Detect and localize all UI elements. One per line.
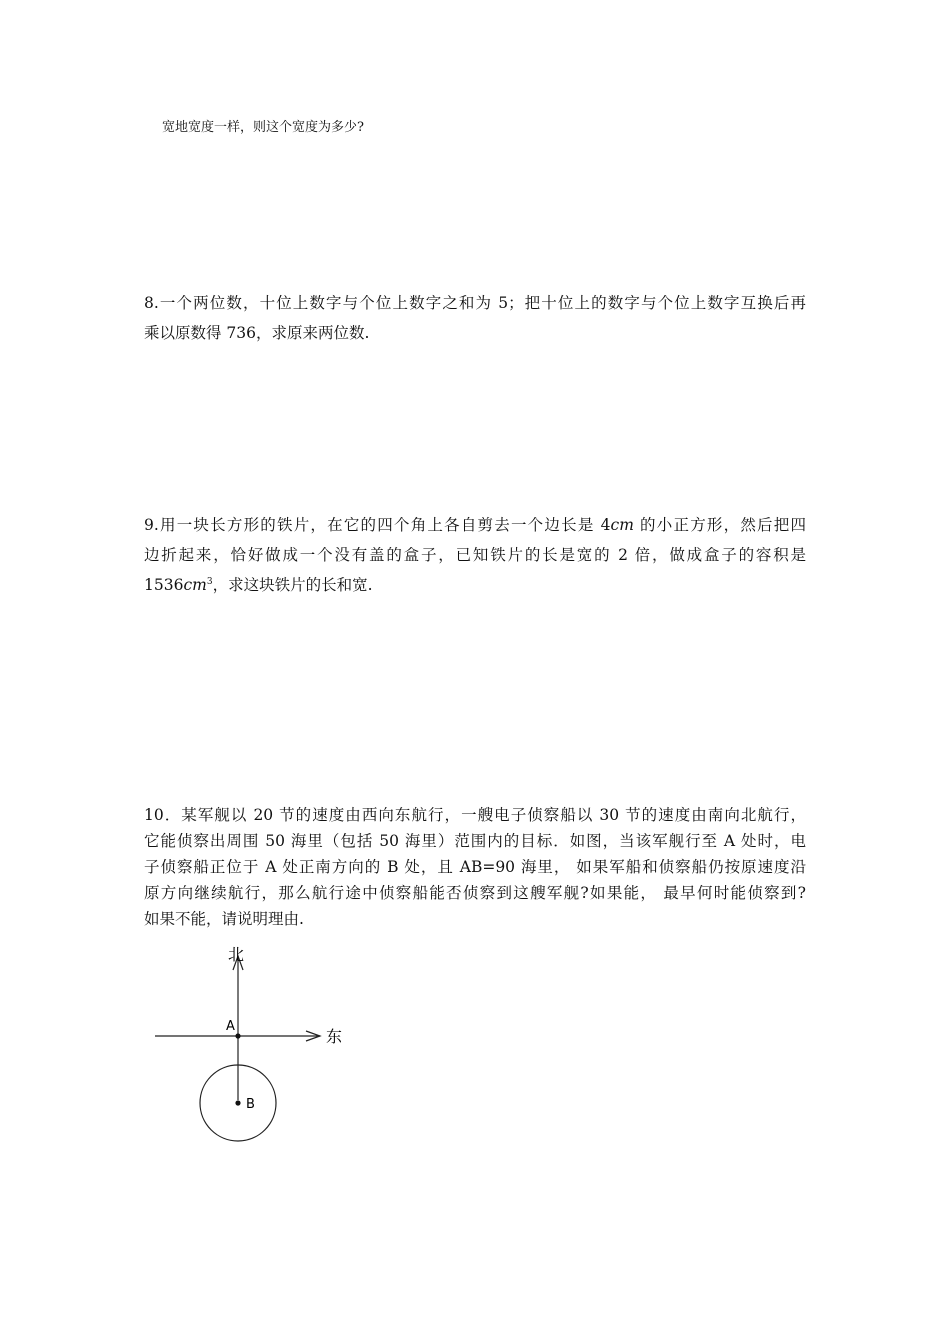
question-9-line-2: 边折起来，恰好做成一个没有盖的盒子，已知铁片的长是宽的 2 倍，做成盒子的容积是 <box>144 546 806 564</box>
east-label: 东 <box>326 1027 343 1046</box>
point-a-dot <box>235 1033 240 1038</box>
q9-volume-unit: cm <box>183 576 207 594</box>
q9-text-b: 的小正方形，然后把四 <box>633 516 806 534</box>
q9-volume-exponent: 3 <box>206 576 213 587</box>
q9-unit-cm: cm <box>610 516 634 534</box>
point-b-dot <box>235 1100 240 1105</box>
question-10-line-4: 原方向继续航行，那么航行途中侦察船能否侦察到这艘军舰?如果能， 最早何时能侦察到? <box>144 884 806 902</box>
intro-text: 宽地宽度一样，则这个宽度为多少? <box>162 120 364 135</box>
question-8-line-1: 8.一个两位数，十位上数字与个位上数字之和为 5；把十位上的数字与个位上数字互换后再 <box>144 294 806 312</box>
question-10-line-2: 它能侦察出周围 50 海里（包括 50 海里）范围内的目标．如图，当该军舰行至 A 处时，电 <box>144 832 806 850</box>
q9-text-c: ，求这块铁片的长和宽. <box>212 576 373 594</box>
question-10-line-3: 子侦察船正位于 A 处正南方向的 B 处，且 AB=90 海里， 如果军船和侦察船仍按原速度沿 <box>144 858 806 876</box>
q9-volume-number: 1536 <box>144 576 184 594</box>
q9-text-a: 9.用一块长方形的铁片，在它的四个角上各自剪去一个边长是 4 <box>144 516 611 534</box>
question-10-line-1: 10．某军舰以 20 节的速度由西向东航行，一艘电子侦察船以 30 节的速度由南向北航行， <box>144 806 806 824</box>
point-b-label: B <box>246 1097 255 1112</box>
question-10-line-5: 如果不能，请说明理由. <box>144 910 304 928</box>
question-8-line-2: 乘以原数得 736，求原来两位数. <box>144 324 370 342</box>
north-label: 北 <box>228 945 245 964</box>
point-a-label: A <box>226 1019 235 1034</box>
